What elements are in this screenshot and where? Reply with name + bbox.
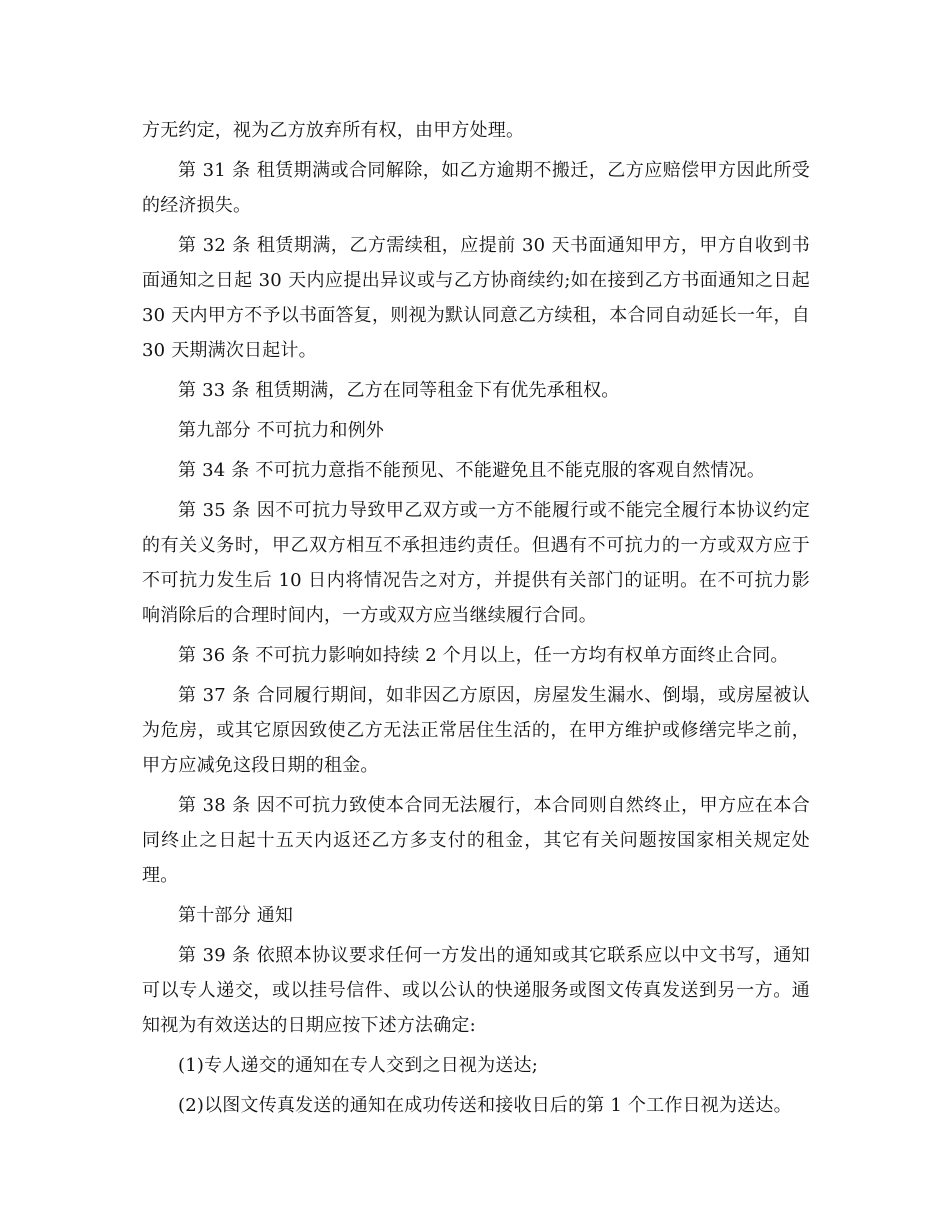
article-31: 第 31 条 租赁期满或合同解除，如乙方逾期不搬迁，乙方应赔偿甲方因此所受的经济损失。 [142,160,810,216]
article-39: 第 39 条 依照本协议要求任何一方发出的通知或其它联系应以中文书写，通知可以专人递交，或以挂号信件、或以公认的快递服务或图文传真发送到另一方。通知视为有效送达的日期应按下述方法确定: [142,945,810,1036]
paragraph-continuation: 方无约定，视为乙方放弃所有权，由甲方处理。 [142,120,525,141]
list-item-1: (1)专人递交的通知在专人交到之日视为送达; [178,1055,538,1076]
article-37: 第 37 条 合同履行期间，如非因乙方原因，房屋发生漏水、倒塌，或房屋被认为危房，或其它原因致使乙方无法正常居住生活的，在甲方维护或修缮完毕之前，甲方应减免这段日期的租金。 [142,685,810,776]
document-page [142,113,810,1128]
article-32: 第 32 条 租赁期满，乙方需续租，应提前 30 天书面通知甲方，甲方自收到书面通知之日起 30 天内应提出异议或与乙方协商续约;如在接到乙方书面通知之日起 30 天内甲方不予以书面答复，则视为默认同意乙方续租，本合同自动延长一年，自 30 天期满次日起计。 [142,235,810,361]
article-36: 第 36 条 不可抗力影响如持续 2 个月以上，任一方均有权单方面终止合同。 [178,645,789,666]
section-heading-9: 第九部分 不可抗力和例外 [178,420,385,441]
article-35: 第 35 条 因不可抗力导致甲乙双方或一方不能履行或不能完全履行本协议约定的有关义务时，甲乙双方相互不承担违约责任。但遇有不可抗力的一方或双方应于不可抗力发生后 10 日内将情况告之对方，并提供有关部门的证明。在不可抗力影响消除后的合理时间内，一方或双方应当继续履行合同。 [142,500,810,626]
article-34: 第 34 条 不可抗力意指不能预见、不能避免且不能克服的客观自然情况。 [178,460,766,481]
section-heading-10: 第十部分 通知 [178,905,294,926]
article-38: 第 38 条 因不可抗力致使本合同无法履行，本合同则自然终止，甲方应在本合同终止之日起十五天内返还乙方多支付的租金，其它有关问题按国家相关规定处理。 [142,795,810,886]
article-33: 第 33 条 租赁期满，乙方在同等租金下有优先承租权。 [178,380,620,401]
list-item-2: (2)以图文传真发送的通知在成功传送和接收日后的第 1 个工作日视为送达。 [178,1095,792,1116]
